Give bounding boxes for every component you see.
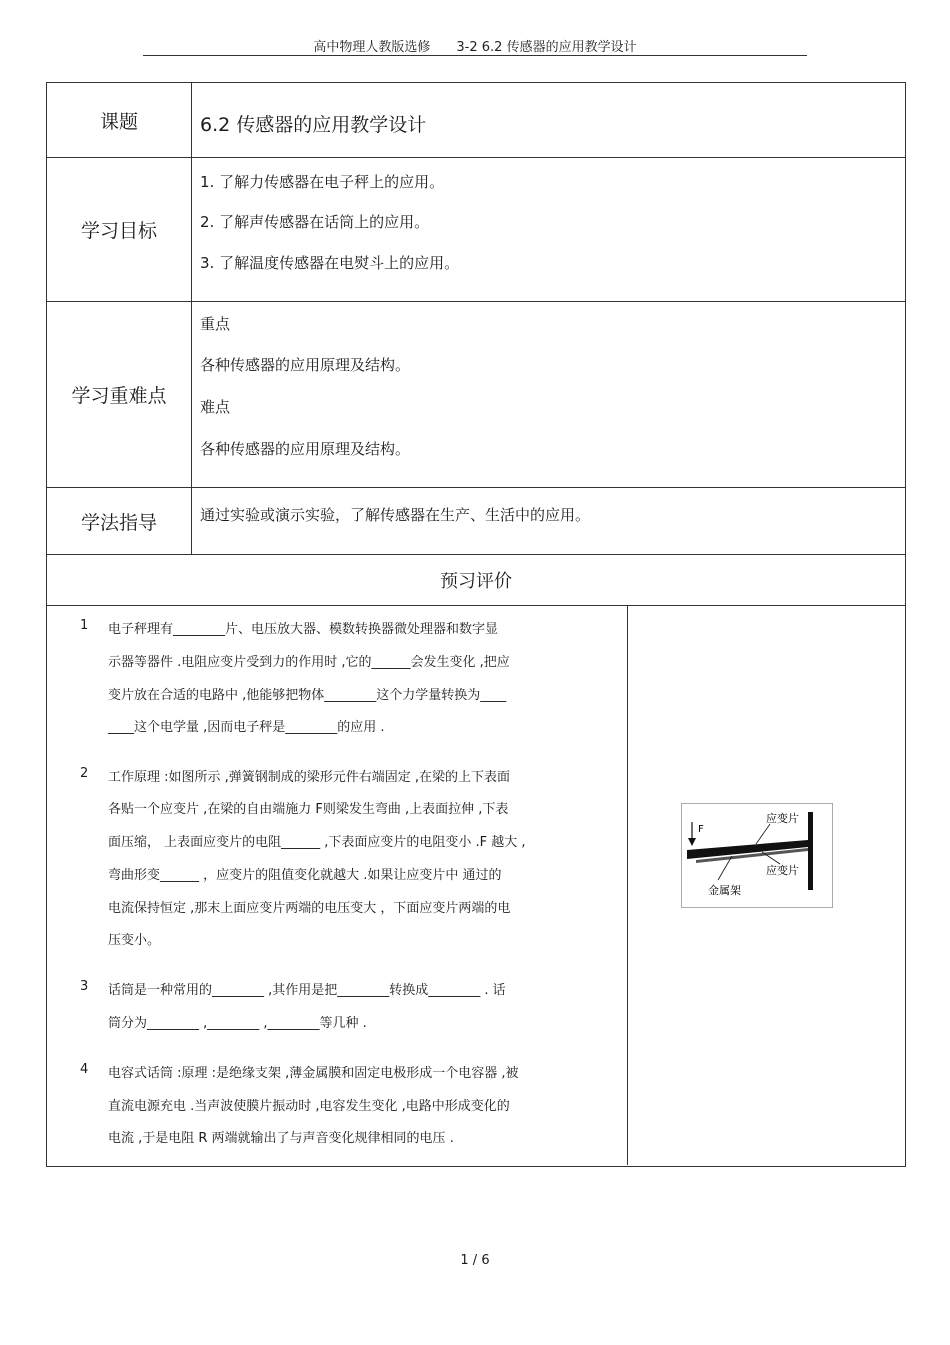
metal-frame-label: 金属架 — [708, 884, 741, 897]
question-line: 电流保持恒定 ,那末上面应变片两端的电压变大 ，下面应变片两端的电 — [108, 901, 511, 916]
method-row — [47, 488, 905, 555]
goals-label: 学习目标 — [47, 158, 192, 301]
page-number: 1 / 6 — [460, 1253, 490, 1268]
key-points-label: 学习重难点 — [47, 302, 192, 487]
force-arrow-head — [688, 838, 696, 846]
question-line: 筒分为________ ,________ ,________等几种 . — [108, 1016, 367, 1031]
question-number: 2 — [80, 766, 89, 781]
preview-title-row — [47, 555, 905, 606]
header-rule — [143, 55, 807, 56]
question-line: 各贴一个应变片 ,在梁的自由端施力 F则梁发生弯曲 ,上表面拉伸 ,下表 — [108, 802, 509, 817]
key-point-text: 各种传感器的应用原理及结构。 — [200, 356, 411, 374]
difficult-point-text: 各种传感器的应用原理及结构。 — [200, 440, 411, 458]
question-line: 压变小。 — [108, 933, 161, 948]
preview-title: 预习评价 — [440, 571, 512, 592]
topic-value: 6.2 传感器的应用教学设计 — [200, 114, 427, 136]
question-line: 直流电源充电 .当声波使膜片振动时 ,电容发生变化 ,电路中形成变化的 — [108, 1099, 510, 1114]
goals-row — [47, 158, 905, 302]
question-number: 3 — [80, 979, 89, 994]
key-points-row — [47, 302, 905, 488]
header-course: 高中物理人教版选修 — [313, 40, 431, 55]
strain-gauge-diagram — [682, 804, 832, 907]
question-line: 面压缩， 上表面应变片的电阻______ ,下表面应变片的电阻变小 .F 越大 , — [108, 835, 526, 850]
preview-questions-row — [47, 606, 905, 1165]
top-gauge-leader — [756, 824, 770, 844]
question-line: 变片放在合适的电路中 ,他能够把物体________这个力学量转换为____ — [108, 688, 507, 703]
top-gauge-label: 应变片 — [766, 812, 799, 825]
question-number: 1 — [80, 618, 89, 633]
goal-item: 2. 了解声传感器在话筒上的应用。 — [200, 213, 430, 231]
page-header — [0, 36, 950, 55]
question-line: 电容式话筒 :原理 :是绝缘支架 ,薄金属膜和固定电极形成一个电容器 ,被 — [108, 1066, 519, 1081]
question-line: 电子秤理有________片、电压放大器、模数转换器微处理器和数字显 — [108, 622, 499, 637]
question-line: 弯曲形变______ ，应变片的阻值变化就越大 .如果让应变片中 通过的 — [108, 868, 502, 883]
method-text: 通过实验或演示实验，了解传感器在生产、生活中的应用。 — [200, 506, 591, 524]
questions-column — [47, 606, 628, 1165]
goal-item: 1. 了解力传感器在电子秤上的应用。 — [200, 173, 445, 191]
key-point-heading: 重点 — [200, 315, 231, 333]
goal-item: 3. 了解温度传感器在电熨斗上的应用。 — [200, 254, 460, 272]
question-line: 示器等器件 .电阻应变片受到力的作用时 ,它的______会发生变化 ,把应 — [108, 655, 510, 670]
fixed-support — [808, 812, 813, 890]
force-label: F — [698, 824, 704, 835]
header-title: 3-2 6.2 传感器的应用教学设计 — [456, 40, 637, 55]
question-number: 4 — [80, 1062, 89, 1077]
strain-gauge-figure — [681, 803, 833, 908]
method-label: 学法指导 — [47, 488, 192, 554]
difficult-point-heading: 难点 — [200, 398, 231, 416]
question-line: 话筒是一种常用的________ ,其作用是把________转换成________ . 话 — [108, 983, 506, 998]
lesson-table — [46, 82, 906, 1167]
question-line: 工作原理 :如图所示 ,弹簧钢制成的梁形元件右端固定 ,在梁的上下表面 — [108, 770, 511, 785]
topic-row — [47, 83, 905, 158]
question-line: 电流 ,于是电阻 R 两端就输出了与声音变化规律相同的电压 . — [108, 1131, 454, 1146]
bottom-gauge-label: 应变片 — [766, 864, 799, 877]
question-line: ____这个电学量 ,因而电子秤是________的应用 . — [108, 720, 385, 735]
topic-label: 课题 — [47, 83, 192, 157]
